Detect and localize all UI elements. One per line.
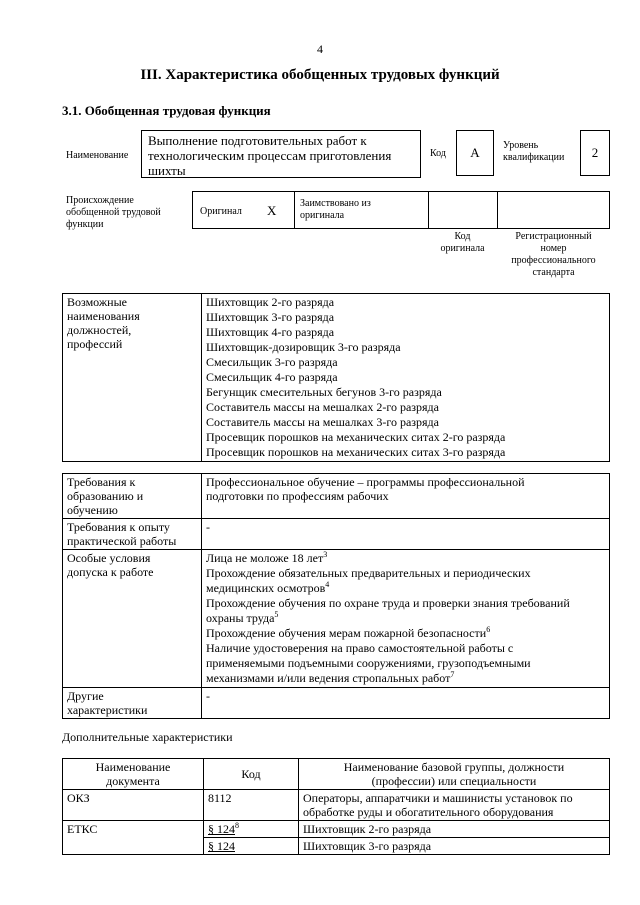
borrowed-label-line: Заимствовано из [300, 198, 371, 209]
level-label [503, 140, 564, 164]
caption-line: профессионального [511, 255, 596, 266]
label-line: допуска к работе [67, 565, 154, 579]
level-label-line: квалификации [503, 152, 565, 163]
row-name: Шихтовщик 3-го разряда [299, 838, 610, 855]
line-text: механизмами и/или ведения стропальных работ [206, 671, 451, 685]
header-line: документа [106, 774, 160, 788]
other-value: - [202, 688, 610, 719]
name-line: Операторы, аппаратчики и машинисты установок по [303, 791, 573, 805]
list-item: Шихтовщик-дозировщик 3-го разряда [206, 340, 401, 354]
label-line: Другие [67, 689, 104, 703]
education-label [63, 474, 202, 519]
header-line: Наименование [95, 760, 171, 774]
label-line: Требования к [67, 475, 136, 489]
original-mark: X [267, 203, 277, 218]
col-name-header [299, 759, 610, 790]
label-line: Возможные [67, 295, 127, 309]
level-label-line: Уровень [503, 140, 539, 151]
admission-line [206, 581, 605, 596]
admission-line [206, 626, 605, 641]
admission-line [206, 611, 605, 626]
code-text: § 124 [208, 822, 235, 836]
admission-line [206, 566, 605, 581]
line-text: медицинских осмотров [206, 581, 326, 595]
admission-label [63, 550, 202, 688]
label-line: образованию и [67, 489, 144, 503]
admission-line [206, 671, 605, 686]
line-text: Наличие удостоверения на право самостоятельной работы с [206, 641, 514, 655]
positions-table [62, 293, 610, 462]
reg-number-caption [497, 231, 610, 279]
education-value [202, 474, 610, 519]
subsection-title: 3.1. Обобщенная трудовая функция [62, 103, 271, 118]
footnote-ref: 3 [323, 550, 328, 559]
list-item: Составитель массы на мешалках 3-го разряда [206, 415, 439, 429]
row-code [204, 838, 299, 855]
origin-label-line: Происхождение [66, 195, 134, 206]
other-label [63, 688, 202, 719]
caption-line: Регистрационный [515, 231, 592, 242]
original-label: Оригинал [200, 206, 242, 217]
row-name: Шихтовщик 2-го разряда [299, 821, 610, 838]
code-label: Код [430, 148, 446, 159]
value-line: подготовки по профессиям рабочих [206, 489, 389, 503]
label-line: Требования к опыту [67, 520, 170, 534]
admission-line [206, 641, 605, 656]
footnote-ref: 6 [486, 625, 491, 634]
list-item: Смесильщик 3-го разряда [206, 355, 338, 369]
label-line: характеристики [67, 703, 148, 717]
list-item: Просевщик порошков на механических ситах 3-го разряда [206, 445, 506, 459]
list-item: Составитель массы на мешалках 2-го разряда [206, 400, 439, 414]
label-line: практической работы [67, 534, 177, 548]
table-row [63, 821, 610, 838]
positions-list [202, 294, 610, 462]
caption-line: Код [454, 231, 471, 242]
row-code [204, 790, 299, 821]
admission-line [206, 551, 605, 566]
footnote-ref: 4 [325, 580, 330, 589]
code-text: 8112 [208, 791, 232, 805]
label-line: должностей, [67, 323, 132, 337]
footnote-ref: 7 [450, 670, 455, 679]
row-doc: ЕТКС [63, 821, 204, 855]
col-doc-header [63, 759, 204, 790]
list-item: Шихтовщик 3-го разряда [206, 310, 335, 324]
section-title: III. Характеристика обобщенных трудовых функций [140, 67, 500, 83]
line-text: охраны труда [206, 611, 275, 625]
code-text: § 124 [208, 839, 235, 853]
borrowed-label-line: оригинала [300, 210, 345, 221]
line-text: Прохождение обучения мерам пожарной безопасности [206, 626, 487, 640]
positions-label [63, 294, 202, 462]
origin-table [192, 191, 610, 229]
line-text: Прохождение обучения по охране труда и проверки знания требований [206, 596, 570, 610]
caption-line: стандарта [532, 267, 575, 278]
function-name-line: Выполнение подготовительных работ к [148, 133, 367, 148]
line-text: применяемыми подъемными сооружениями, грузоподъемными [206, 656, 531, 670]
function-name-line: технологическим процессам приготовления [148, 148, 392, 163]
label-line: профессий [67, 337, 123, 351]
footnote-ref: 8 [235, 821, 239, 830]
caption-line: оригинала [440, 243, 485, 254]
name-label: Наименование [66, 150, 129, 161]
list-item: Смесильщик 4-го разряда [206, 370, 338, 384]
code-value: А [456, 130, 494, 176]
function-name-box [141, 130, 421, 178]
header-line: (профессии) или специальности [371, 774, 537, 788]
experience-value: - [202, 519, 610, 550]
origin-label-line: обобщенной трудовой [66, 207, 161, 218]
value-line: Профессиональное обучение – программы профессиональной [206, 475, 525, 489]
line-text: Прохождение обязательных предварительных и периодических [206, 566, 531, 580]
additional-title: Дополнительные характеристики [62, 730, 233, 744]
row-code [204, 821, 299, 838]
col-code-header: Код [204, 759, 299, 790]
caption-line: номер [540, 243, 567, 254]
line-text: Лица не моложе 18 лет [206, 551, 324, 565]
header-line: Наименование базовой группы, должности [343, 760, 565, 774]
label-line: обучению [67, 503, 118, 517]
table-row [63, 790, 610, 821]
list-item: Бегунщик смесительных бегунов 3-го разряда [206, 385, 442, 399]
name-line: обработке руды и обогатительного оборудования [303, 805, 554, 819]
code-original-caption [428, 231, 497, 255]
experience-label [63, 519, 202, 550]
row-name [299, 790, 610, 821]
row-doc: ОКЗ [63, 790, 204, 821]
admission-line [206, 656, 605, 671]
label-line: Особые условия [67, 551, 151, 565]
footnote-ref: 5 [274, 610, 279, 619]
function-name-line: шихты [148, 163, 186, 178]
label-line: наименования [67, 309, 140, 323]
borrowed-label [300, 198, 371, 222]
admission-list [202, 550, 610, 688]
additional-table [62, 758, 610, 855]
origin-label-line: функции [66, 219, 104, 230]
origin-label [66, 195, 161, 231]
page-number: 4 [317, 42, 323, 56]
list-item: Шихтовщик 4-го разряда [206, 325, 335, 339]
list-item: Шихтовщик 2-го разряда [206, 295, 335, 309]
requirements-table [62, 473, 610, 719]
list-item: Просевщик порошков на механических ситах 2-го разряда [206, 430, 506, 444]
admission-line [206, 596, 605, 611]
level-value: 2 [580, 130, 610, 176]
